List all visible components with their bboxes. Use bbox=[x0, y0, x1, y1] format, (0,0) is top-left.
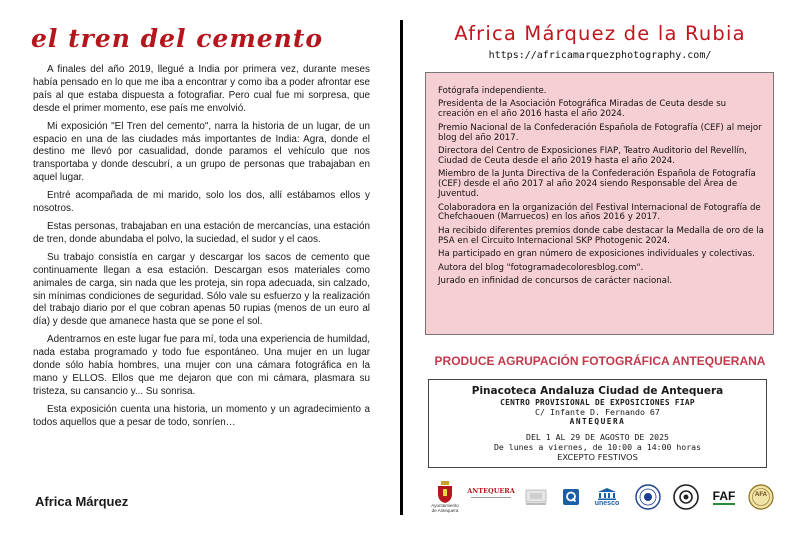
bio-item: Directora del Centro de Exposiciones FIAP, Teatro Auditorio del Revellín, Ciudad de Ceuta desde el año 2019 hasta el año 2024. bbox=[438, 146, 747, 166]
exhibition-title: el tren del cemento bbox=[31, 24, 324, 53]
paragraph: Esta exposición cuenta una historia, un momento y un agradecimiento a todos aquellos que a pesar de todo, sonríen… bbox=[33, 403, 370, 428]
author-signature: Africa Márquez bbox=[35, 494, 129, 509]
ayuntamiento-caption: Ayuntamiento de Antequera bbox=[431, 503, 459, 513]
paragraph: Adentrarnos en este lugar fue para mí, toda una experiencia de humildad, nada estaba programado y todo fue espontáneo. Una mujer en un lugar donde sólo había hombres, una mujer con una cámara fotográfica en la mano y ELLOS. Ellos que me dejaron que con mi cámara, plasmara su tristeza, su cansancio y... Su sonrisa. bbox=[33, 334, 370, 397]
ayuntamiento-logo bbox=[430, 478, 460, 516]
camera-seal-icon bbox=[673, 484, 699, 510]
unesco-text: unesco bbox=[594, 499, 620, 507]
round-seal-icon bbox=[635, 484, 661, 510]
temple-icon bbox=[596, 488, 618, 500]
paragraph: Entré acompañada de mi marido, solo los dos, allí estábamos ellos y nosotros. bbox=[33, 190, 370, 215]
q-icon bbox=[563, 489, 579, 505]
venue-city: ANTEQUERA bbox=[569, 417, 626, 426]
afa-text: AFA bbox=[755, 492, 767, 498]
paragraph: Su trabajo consistía en cargar y descargar los sacos de cemento que continuamente llegan a esa estación. Descargan esos materiales como animales de carga, sin nada que les proteja, sin ropa adecuada, sin calzado, sin mínimas condiciones de seguridad. Sólo vale su esfuerzo y la realización del trabajo diario por el que cobran apenas 50 rupias (menos de un euro al día) y desde que amanece hasta que se pone el sol. bbox=[33, 251, 370, 328]
bio-item: Autora del blog "fotogramadecoloresblog.com". bbox=[438, 262, 644, 273]
bio-item: Miembro de la Junta Directiva de la Confederación Española de Fotografía (CEF) desde el año 2017 al año 2024 siendo Responsable del Área de Juventud. bbox=[438, 169, 756, 200]
story-text bbox=[33, 64, 370, 435]
afa-logo bbox=[746, 478, 776, 516]
exhibition-dates: DEL 1 AL 29 DE AGOSTO DE 2025 bbox=[526, 432, 669, 442]
bio-item: Jurado en infinidad de concursos de carácter nacional. bbox=[438, 276, 673, 286]
right-panel bbox=[410, 0, 790, 533]
venue-box bbox=[428, 379, 767, 468]
paragraph: Mi exposición "El Tren del cemento", narra la historia de un lugar, de un espacio en una de las ciudades más importantes de India: Agra, donde el destino me llevó por casualidad, donde paramos el vehículo que nos transportaba y donde descubrí, a un grupo de personas que trabajaban en aquel lugar. bbox=[33, 120, 370, 184]
antequera-bar-icon bbox=[471, 497, 511, 508]
vertical-divider bbox=[400, 20, 403, 515]
venue-title: Pinacoteca Andaluza Ciudad de Antequera bbox=[471, 385, 724, 397]
faf-logo bbox=[709, 478, 739, 516]
camera-seal-logo bbox=[671, 478, 701, 516]
paragraph: A finales del año 2019, llegué a India por primera vez, durante meses había pensado en lo que me iba a encontrar y como iba a poder afrontar ese país al que estaba dispuesta a fotografiar. Pero cual fue mi sorpresa, que desde el primer momento, ese país me envolvió. bbox=[33, 64, 370, 114]
sponsor-logos bbox=[428, 478, 778, 518]
venue-subtitle: CENTRO PROVISIONAL DE EXPOSICIONES FIAP bbox=[500, 398, 695, 407]
left-panel bbox=[22, 0, 378, 533]
faf-text: FAF bbox=[712, 489, 736, 503]
museum-icon bbox=[524, 488, 548, 506]
venue-address: C/ Infante D. Fernando 67 bbox=[535, 407, 660, 417]
bio-item: Premio Nacional de la Confederación Española de Fotografía (CEF) al mejor blog del año 2017. bbox=[438, 122, 762, 143]
round-badge-logo bbox=[633, 478, 663, 516]
paragraph: Estas personas, trabajaban en una estación de mercancías, una estación de tren, donde abundaba el polvo, la suciedad, el sudor y el caos. bbox=[33, 220, 370, 245]
antequera-text: ANTEQUERA bbox=[467, 486, 515, 495]
museum-logo bbox=[520, 478, 552, 516]
opening-hours: De lunes a viernes, de 10:00 a 14:00 horas bbox=[493, 442, 702, 452]
coat-of-arms-icon bbox=[437, 481, 453, 503]
bio-item: Fotógrafa independiente. bbox=[438, 86, 547, 96]
holiday-note: EXCEPTO FESTIVOS bbox=[557, 452, 638, 462]
bio-item: Ha recibido diferentes premios donde cabe destacar la Medalla de oro de la PSA en el Circuito Internacional SKP Photogenic 2024. bbox=[438, 225, 764, 246]
producer-heading: PRODUCE AGRUPACIÓN FOTOGRÁFICA ANTEQUERANA bbox=[434, 354, 766, 368]
bio-item: Ha participado en gran número de exposiciones individuales y colectivas. bbox=[438, 249, 755, 260]
photographer-name: Africa Márquez de la Rubia bbox=[454, 22, 746, 45]
antequera-logo bbox=[468, 478, 514, 516]
bio-item: Presidenta de la Asociación Fotográfica Miradas de Ceuta desde su creación en el año 2016 hasta el año 2024. bbox=[438, 99, 727, 120]
website-link[interactable]: https://africamarquezphotography.com/ bbox=[488, 50, 712, 61]
unesco-logo bbox=[590, 478, 624, 516]
q-quality-logo bbox=[560, 478, 582, 516]
bio-item: Colaboradora en la organización del Festival Internacional de Fotografía de Chefchaouen (Marruecos) en los años 2016 y 2017. bbox=[438, 202, 761, 223]
bio-box bbox=[425, 72, 774, 335]
